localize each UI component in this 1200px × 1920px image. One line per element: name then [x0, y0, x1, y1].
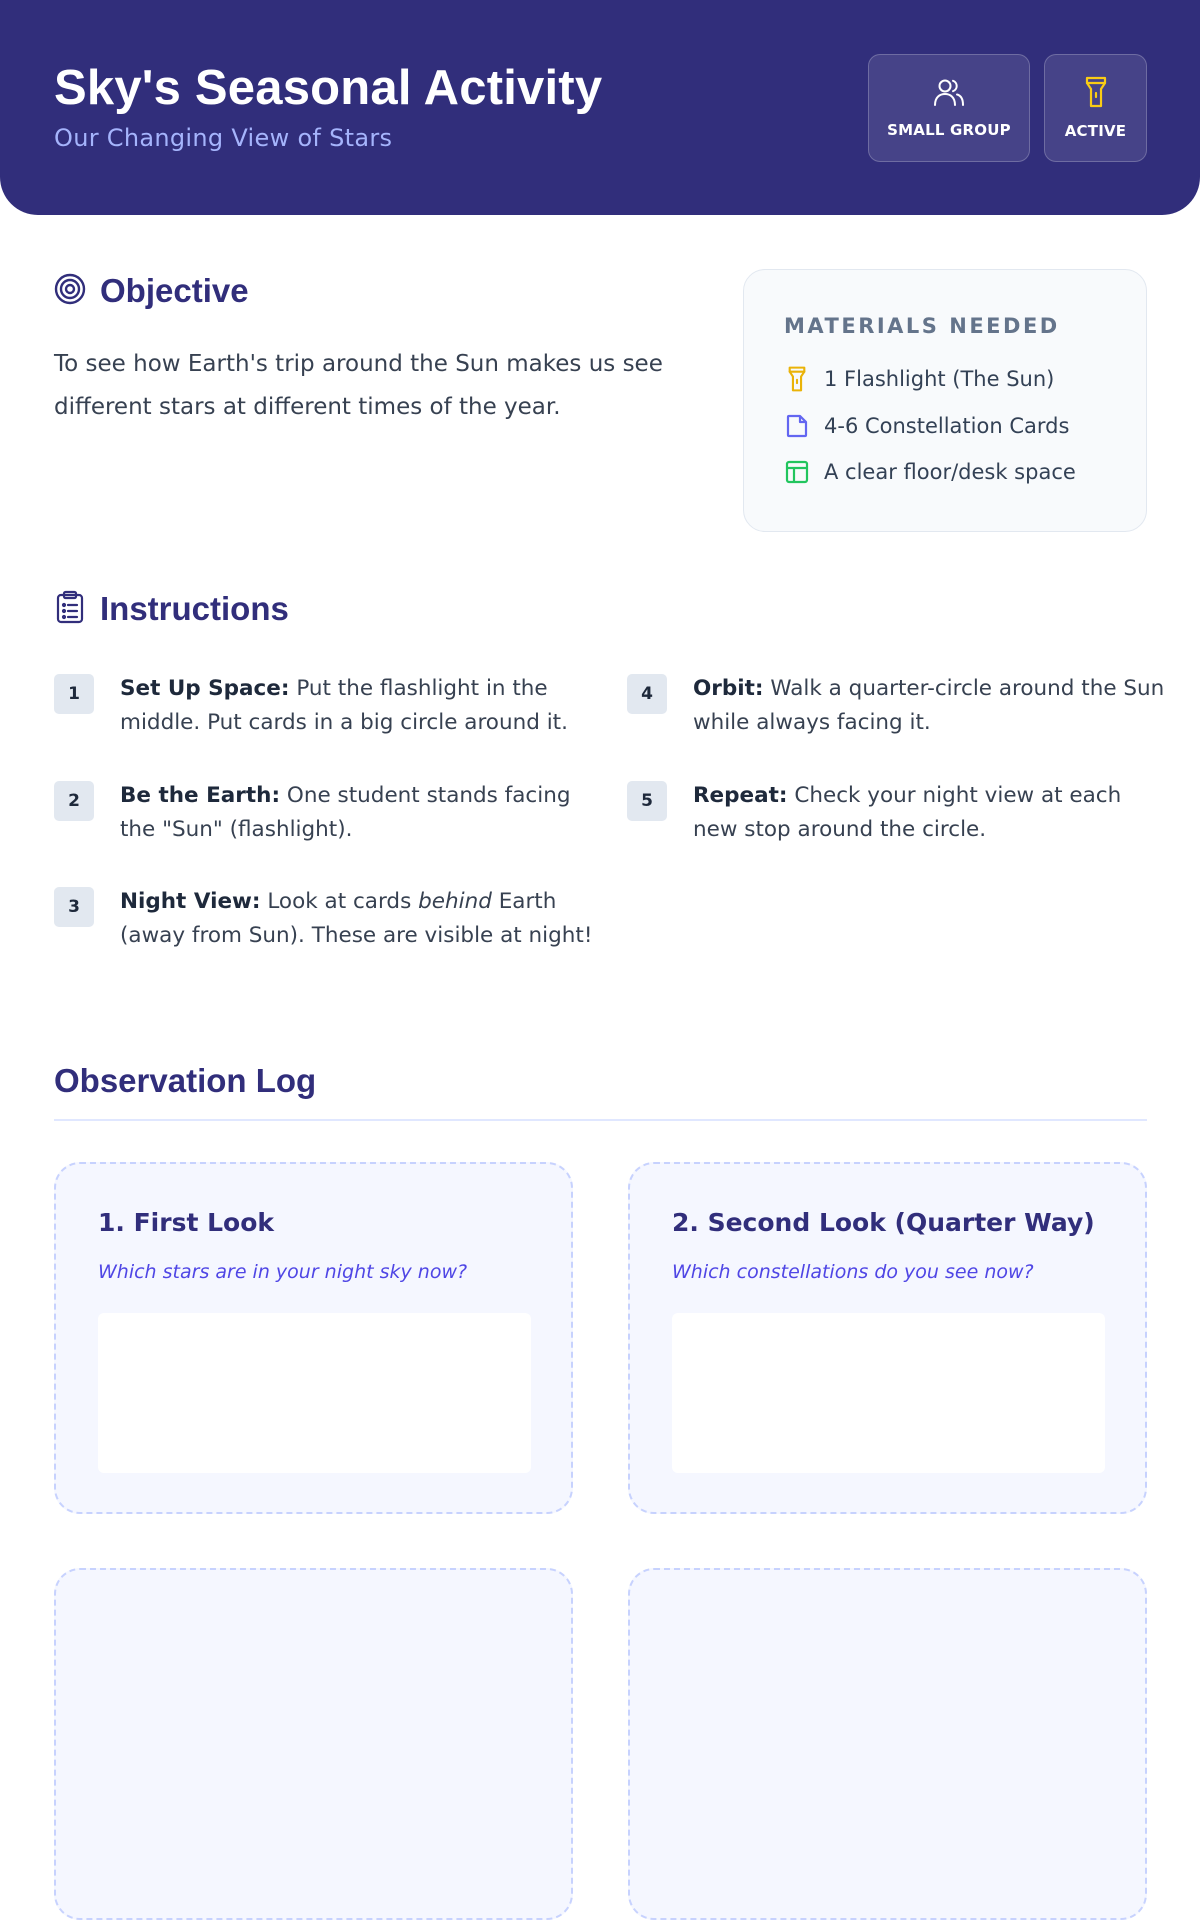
answer-box[interactable] [672, 1313, 1105, 1473]
badge-label: ACTIVE [1064, 122, 1127, 140]
step-number: 1 [54, 674, 94, 714]
materials-heading: MATERIALS NEEDED [784, 314, 1060, 338]
materials-panel [743, 269, 1147, 532]
material-label: 1 Flashlight (The Sun) [824, 367, 1055, 391]
page-header [0, 0, 1200, 215]
flashlight-icon [784, 366, 810, 392]
material-label: A clear floor/desk space [824, 460, 1076, 484]
instruction-step [54, 672, 594, 740]
badge-label: SMALL GROUP [887, 121, 1011, 139]
target-icon [54, 273, 86, 309]
material-item [784, 413, 1069, 439]
material-item [784, 366, 1054, 392]
page-subtitle: Our Changing View of Stars [54, 124, 393, 152]
instructions-heading [54, 590, 289, 628]
observation-card-title: 1. First Look [98, 1208, 275, 1237]
users-icon [933, 77, 965, 111]
step-number: 5 [627, 781, 667, 821]
card-icon [784, 413, 810, 439]
clipboard-icon [54, 590, 86, 628]
observation-card [628, 1162, 1147, 1514]
observation-card-title: 2. Second Look (Quarter Way) [672, 1208, 1095, 1237]
material-item [784, 459, 1076, 485]
instruction-step [627, 779, 1167, 847]
observation-card [628, 1568, 1147, 1920]
step-text: Be the Earth: One student stands facing the "Sun" (flashlight). [120, 783, 571, 842]
instructions-title: Instructions [100, 590, 289, 627]
material-label: 4-6 Constellation Cards [824, 414, 1070, 438]
observation-card-question: Which stars are in your night sky now? [98, 1261, 468, 1283]
observation-card-question: Which constellations do you see now? [672, 1261, 1034, 1283]
objective-heading [54, 272, 249, 310]
small-group-badge [868, 54, 1030, 162]
layout-icon [784, 459, 810, 485]
step-text: Repeat: Check your night view at each new stop around the circle. [693, 783, 1122, 842]
observation-card [54, 1568, 573, 1920]
answer-box[interactable] [98, 1313, 531, 1473]
active-badge [1044, 54, 1147, 162]
step-text: Orbit: Walk a quarter-circle around the Sun while always facing it. [693, 676, 1165, 735]
observation-card [54, 1162, 573, 1514]
flashlight-icon [1085, 76, 1107, 112]
step-number: 2 [54, 781, 94, 821]
step-number: 4 [627, 674, 667, 714]
step-text: Set Up Space: Put the flashlight in the middle. Put cards in a big circle around it. [120, 676, 568, 735]
step-text: Night View: Look at cards behind Earth (away from Sun). These are visible at night! [120, 889, 593, 948]
observation-log-title: Observation Log [54, 1062, 317, 1099]
instruction-step [627, 672, 1167, 740]
step-number: 3 [54, 887, 94, 927]
instruction-step [54, 779, 594, 847]
objective-title: Objective [100, 272, 249, 309]
objective-text: To see how Earth's trip around the Sun makes us see different stars at different times of the year. [54, 351, 663, 420]
instruction-step [54, 885, 594, 953]
divider [54, 1119, 1147, 1121]
page-title: Sky's Seasonal Activity [54, 61, 603, 115]
